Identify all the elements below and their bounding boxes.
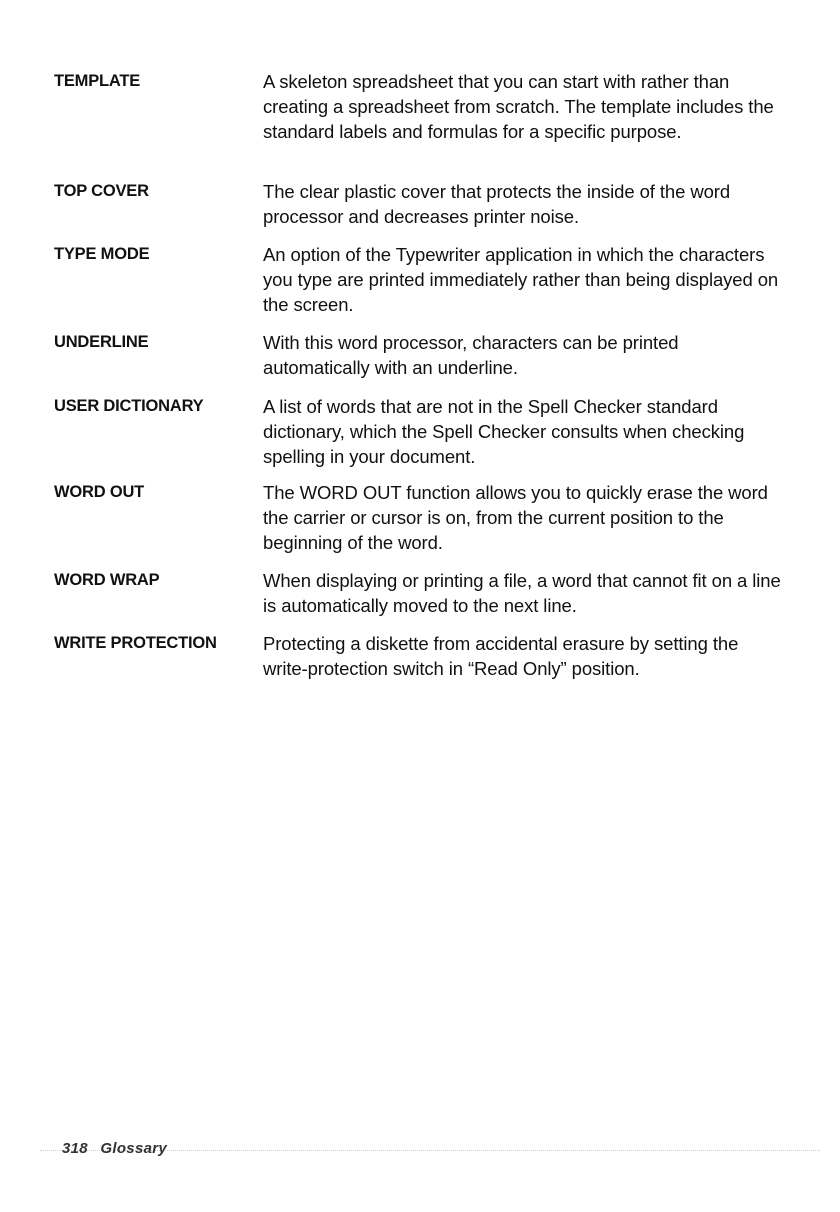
glossary-definition: An option of the Typewriter application in which the characters you type are printed immediately rather than being displayed on the screen. (263, 244, 779, 315)
glossary-definition: The clear plastic cover that protects the inside of the word processor and decreases printer noise. (263, 181, 731, 227)
glossary-definition: The WORD OUT function allows you to quickly erase the word the carrier or cursor is on, from the current position to the beginning of the word. (263, 482, 768, 553)
page-footer (62, 1140, 167, 1157)
glossary-term: TOP COVER (54, 182, 149, 200)
glossary-term: WORD OUT (54, 483, 145, 501)
footer-section-title: Glossary (100, 1140, 168, 1157)
glossary-term: WRITE PROTECTION (54, 634, 217, 652)
glossary-definition: When displaying or printing a file, a word that cannot fit on a line is automatically moved to the next line. (263, 570, 781, 616)
glossary-definition: With this word processor, characters can be printed automatically with an underline. (263, 332, 679, 378)
glossary-definition: A skeleton spreadsheet that you can start with rather than creating a spreadsheet from scratch. The template includes the standard labels and formulas for a specific purpose. (263, 71, 774, 142)
glossary-term: WORD WRAP (54, 571, 160, 589)
page-number: 318 (62, 1140, 88, 1157)
glossary-term: TYPE MODE (54, 245, 150, 263)
glossary-term: USER DICTIONARY (54, 397, 204, 415)
glossary-definition: A list of words that are not in the Spell Checker standard dictionary, which the Spell Checker consults when checking spelling in your document. (263, 396, 745, 467)
glossary-term: UNDERLINE (54, 333, 149, 351)
glossary-definition: Protecting a diskette from accidental erasure by setting the write-protection switch in “Read Only” position. (263, 633, 739, 679)
glossary-term: TEMPLATE (54, 72, 141, 90)
